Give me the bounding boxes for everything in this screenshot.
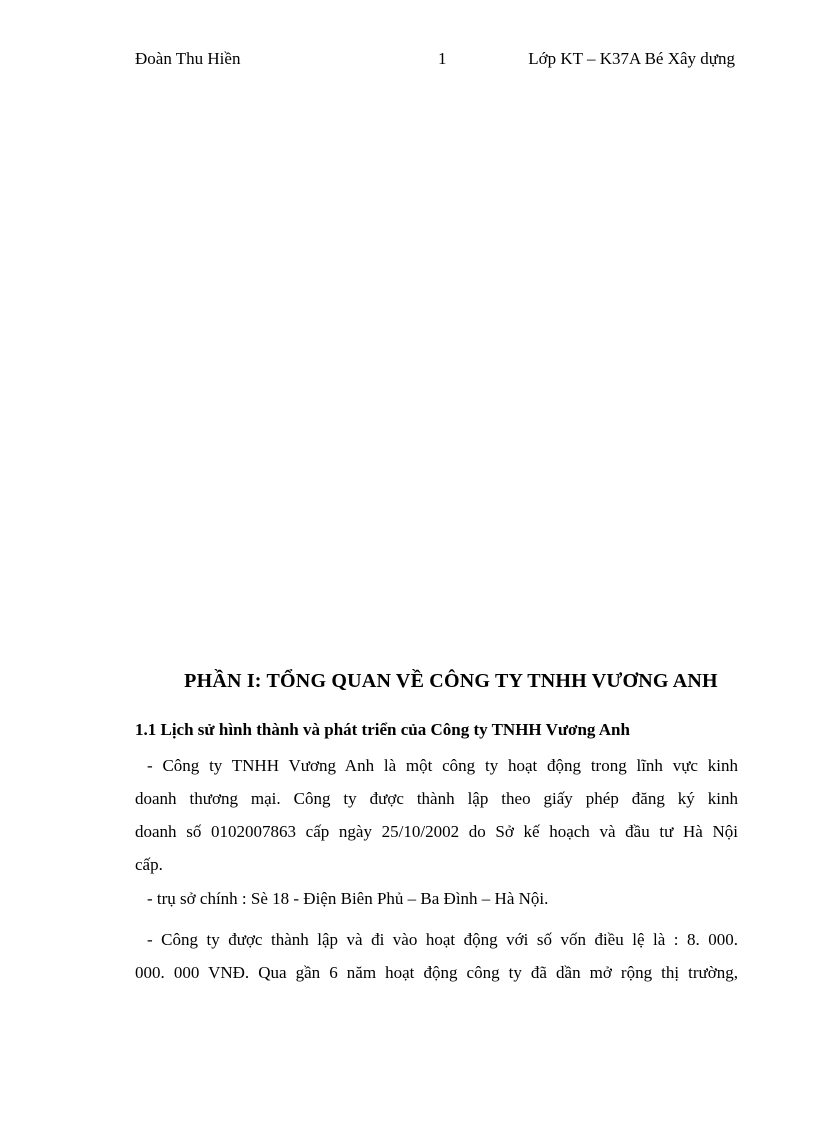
body-line: - Công ty TNHH Vương Anh là một công ty hoạt động trong lĩnh vực kinh xyxy=(147,756,738,775)
body-line: doanh số 0102007863 cấp ngày 25/10/2002 do Sở kế hoạch và đầu tư Hà Nội xyxy=(135,822,738,841)
page-number: 1 xyxy=(438,49,447,68)
header-class-name: Lớp KT – K37A Bé Xây dựng xyxy=(528,49,735,68)
header-author: Đoàn Thu Hiền xyxy=(135,49,241,68)
body-line: cấp. xyxy=(135,855,163,874)
part-title: PHẦN I: TỔNG QUAN VỀ CÔNG TY TNHH VƯƠNG ANH xyxy=(184,670,718,692)
body-line: - Công ty được thành lập và đi vào hoạt động với số vốn điều lệ là : 8. 000. xyxy=(147,930,738,949)
body-line: - trụ sở chính : Sè 18 - Điện Biên Phủ – Ba Đình – Hà Nội. xyxy=(147,889,549,908)
section-heading: 1.1 Lịch sử hình thành và phát triển của Công ty TNHH Vương Anh xyxy=(135,720,630,739)
body-line: 000. 000 VNĐ. Qua gần 6 năm hoạt động công ty đã dần mở rộng thị trường, xyxy=(135,963,738,982)
page-header xyxy=(135,49,735,73)
body-line: doanh thương mại. Công ty được thành lập theo giấy phép đăng ký kinh xyxy=(135,789,738,808)
